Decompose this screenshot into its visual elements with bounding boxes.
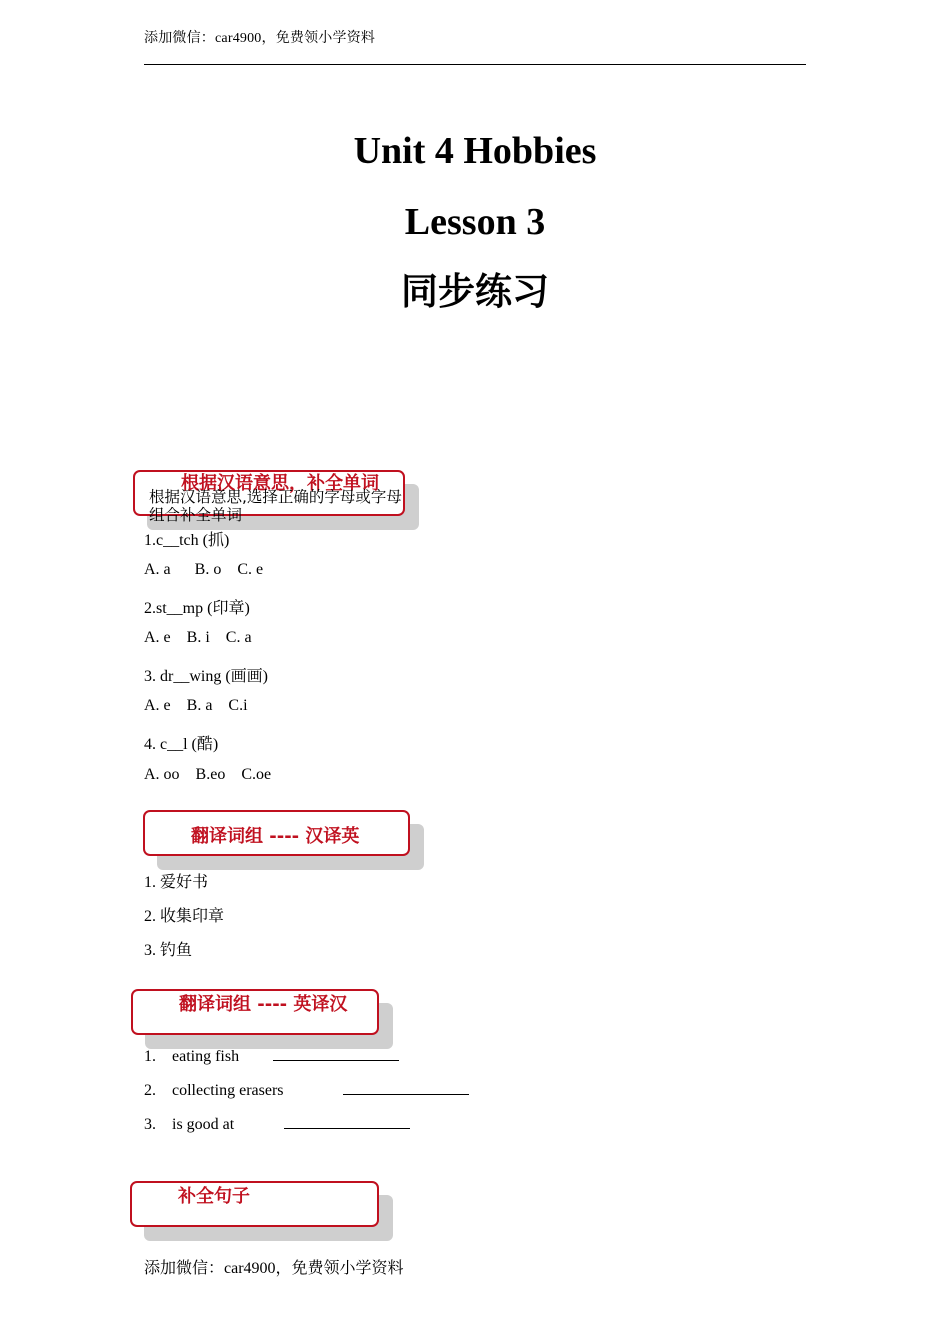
section3-item-3 [144,1114,410,1134]
section3-item-3-number: 3. [144,1116,156,1133]
section1-label: 根据汉语意思，补全单词 [181,473,379,494]
section1-q4: 4. c__l (酷) [144,736,219,753]
section1-q3-options: A. e B. a C.i [144,697,248,714]
header-note: 添加微信：car4900，免费领小学资料 [144,31,376,46]
section3-item-3-phrase: is good at [172,1116,235,1133]
section2-item-2: 2. 收集印章 [144,908,225,925]
section3-item-2-number: 2. [144,1082,156,1099]
practice-title: 同步练习 [401,270,549,313]
section1-q3: 3. dr__wing (画画) [144,668,268,685]
section3-item-1 [144,1046,399,1066]
section1-heading-box [133,470,419,530]
answer-blank[interactable] [273,1046,399,1061]
section3-item-2-phrase: collecting erasers [172,1082,284,1099]
footer-note: 添加微信：car4900，免费领小学资料 [144,1260,404,1277]
section3-heading-box [131,989,393,1049]
answer-blank[interactable] [343,1080,469,1095]
section1-q2-options: A. e B. i C. a [144,629,252,646]
section1-q4-options: A. oo B.eo C.oe [144,766,272,783]
header-rule [144,64,806,65]
section4-heading-box [130,1181,393,1241]
answer-blank[interactable] [284,1114,410,1129]
section3-item-1-phrase: eating fish [172,1048,240,1065]
section3-item-1-number: 1. [144,1048,156,1065]
section3-item-2 [144,1080,469,1100]
section1-q1-options: A. a B. o C. e [144,561,264,578]
unit-title: Unit 4 Hobbies [353,130,597,172]
section1-q2: 2.st__mp (印章) [144,600,250,617]
section4-box-frame [130,1181,379,1227]
section2-item-3: 3. 钓鱼 [144,942,193,959]
section2-label: 翻译词组 ---- 汉译英 [191,826,360,847]
section1-sublabel: 根据汉语意思,选择正确的字母或字母组合补全单词 [149,488,402,524]
section1-q1: 1.c__tch (抓) [144,532,230,549]
section4-label: 补全句子 [178,1186,250,1207]
section3-label: 翻译词组 ---- 英译汉 [179,994,348,1015]
lesson-title: Lesson 3 [404,201,546,243]
section2-heading-box [143,810,424,870]
section2-item-1: 1. 爱好书 [144,874,209,891]
